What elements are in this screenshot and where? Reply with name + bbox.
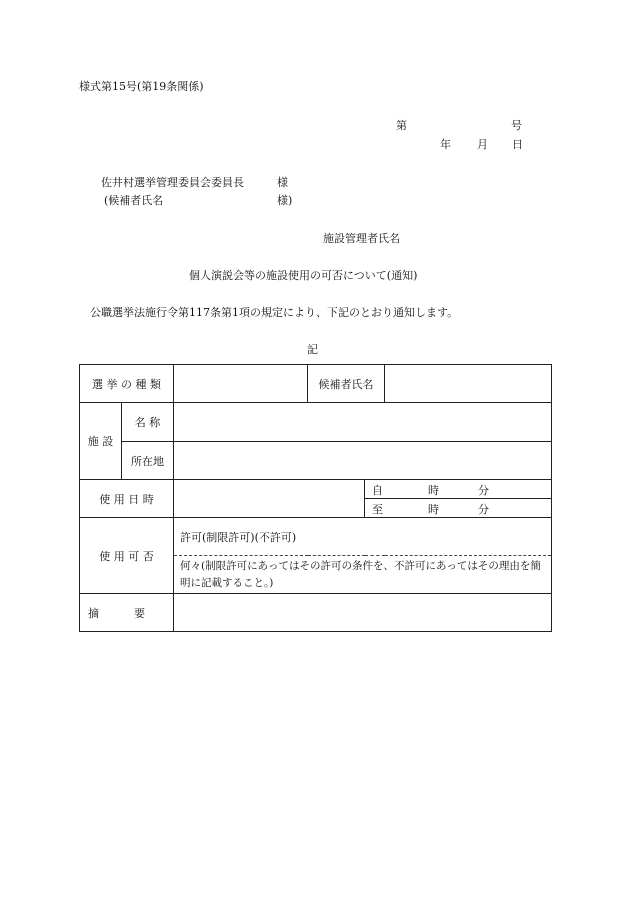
usage-datetime-label: 使 用 日 時 xyxy=(80,480,174,518)
candidate-name-value[interactable] xyxy=(385,365,552,403)
permission-options: 許可(制限許可)(不許可) xyxy=(174,518,552,556)
facility-location-value[interactable] xyxy=(174,442,552,480)
election-type-value[interactable] xyxy=(174,365,308,403)
permission-reason: 何々(制限許可にあってはその許可の条件を、不許可にあってはその理由を簡明に記載すること。) xyxy=(174,556,552,594)
ki-heading: 記 xyxy=(307,343,318,356)
document-number-suffix: 号 xyxy=(511,119,522,132)
date-month: 月 xyxy=(477,138,488,151)
addressee-name: 佐井村選挙管理委員会委員長 xyxy=(101,176,244,189)
usage-notice-table xyxy=(79,364,552,632)
date-year: 年 xyxy=(440,138,451,151)
date-day: 日 xyxy=(512,138,523,151)
facility-manager-name: 施設管理者氏名 xyxy=(323,232,400,245)
from-minute-label: 分 xyxy=(478,484,489,497)
usage-permission-label: 使 用 可 否 xyxy=(80,518,174,594)
facility-name-label: 名 称 xyxy=(122,403,174,442)
candidate-name-label: 候補者氏名 xyxy=(308,365,385,403)
facility-label: 施 設 xyxy=(80,403,122,480)
candidate-addressee: (候補者氏名 xyxy=(104,194,164,207)
addressee-honorific: 様 xyxy=(277,176,288,189)
from-label: 自 xyxy=(372,484,383,497)
facility-name-value[interactable] xyxy=(174,403,552,442)
usage-start-time[interactable] xyxy=(365,480,552,499)
to-minute-label: 分 xyxy=(478,503,489,516)
to-hour-label: 時 xyxy=(428,503,439,516)
candidate-honorific: 様) xyxy=(277,194,293,207)
to-label: 至 xyxy=(372,503,383,516)
usage-date-value[interactable] xyxy=(174,480,365,518)
document-number-prefix: 第 xyxy=(396,119,407,132)
facility-location-label: 所在地 xyxy=(122,442,174,480)
summary-value[interactable] xyxy=(174,594,552,632)
form-number-label: 様式第15号(第19条関係) xyxy=(79,80,204,93)
from-hour-label: 時 xyxy=(428,484,439,497)
body-text: 公職選挙法施行令第117条第1項の規定により、下記のとおり通知します。 xyxy=(90,306,459,319)
document-title: 個人演説会等の施設使用の可否について(通知) xyxy=(189,269,418,282)
election-type-label: 選 挙 の 種 類 xyxy=(80,365,174,403)
usage-end-time[interactable] xyxy=(365,499,552,518)
summary-label: 摘 要 xyxy=(80,594,174,632)
